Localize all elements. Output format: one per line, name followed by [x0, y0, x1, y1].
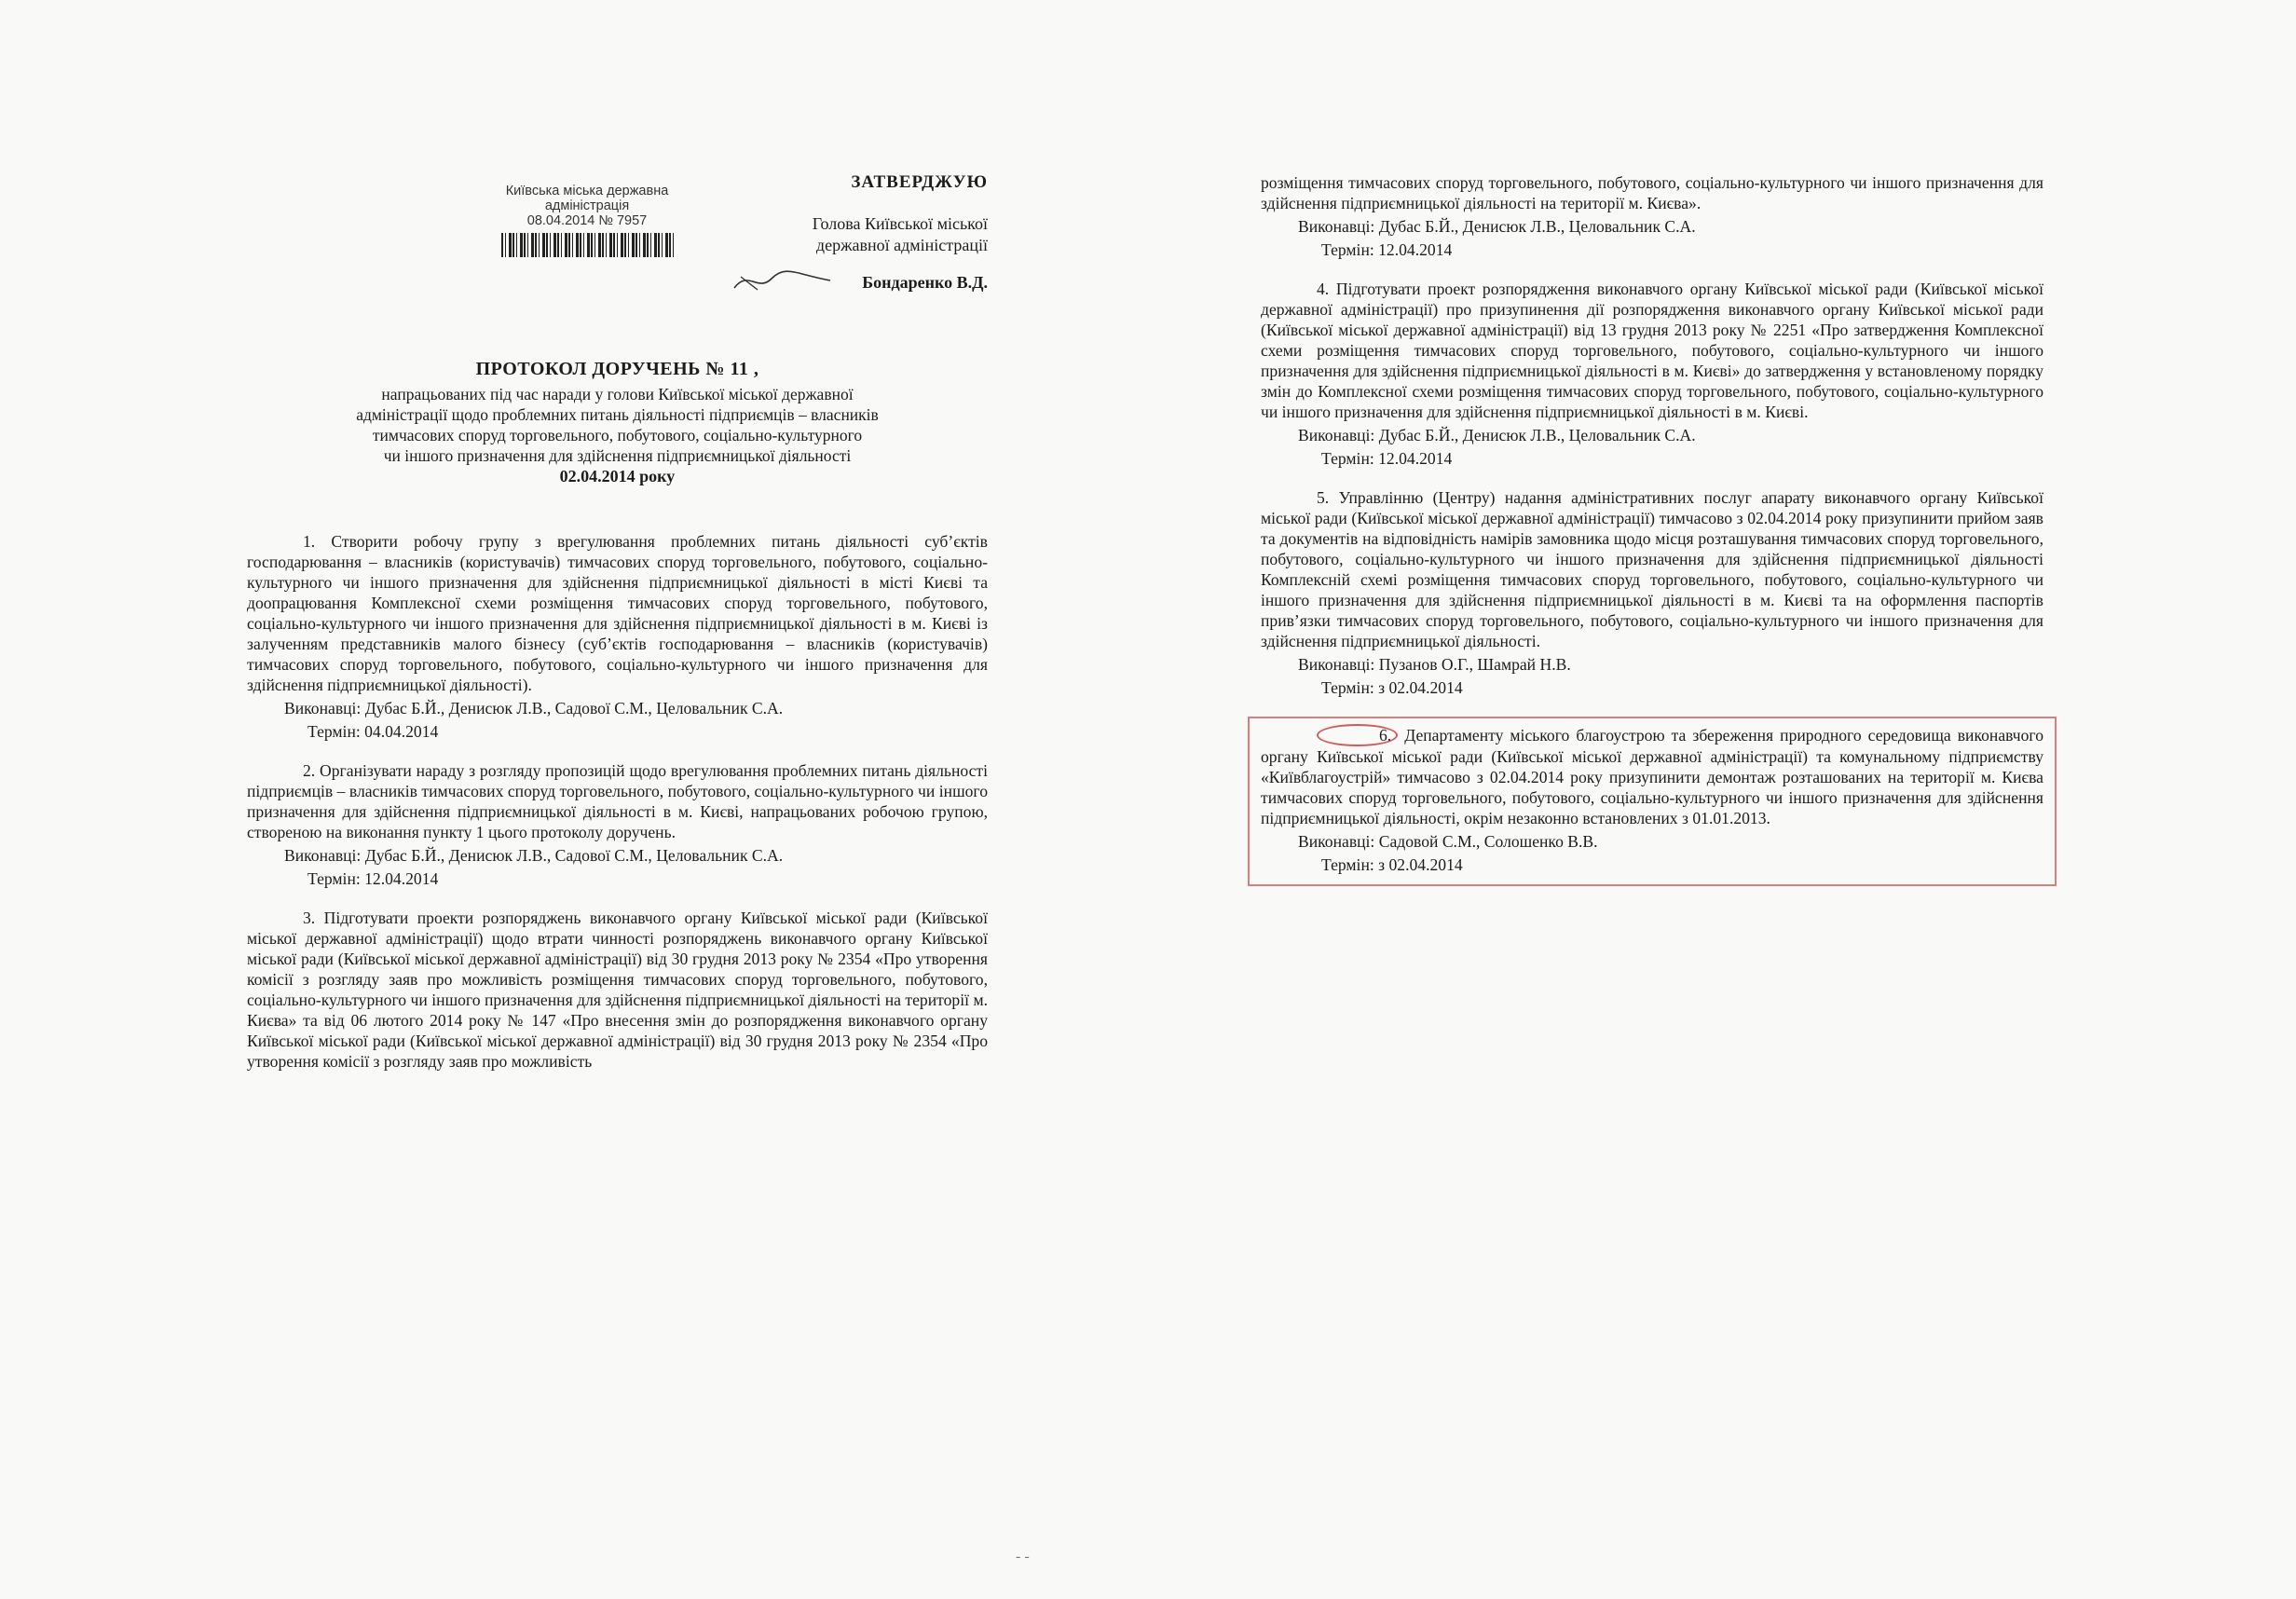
- item-executors: Виконавці: Дубас Б.Й., Денисюк Л.В., Садової С.М., Целовальник С.А.: [284, 846, 784, 865]
- registration-stamp: [461, 184, 713, 257]
- list-item: [1261, 487, 2043, 698]
- item-continuation: розміщення тимчасових споруд торговельного, побутового, соціально-культурного чи іншого призначення для здійснення підприємницької діяльності на території м. Києва».: [1261, 173, 2043, 212]
- approval-block: [731, 172, 988, 293]
- approval-title: ЗАТВЕРДЖУЮ: [851, 172, 988, 192]
- item-text: 3. Підготувати проекти розпоряджень виконавчого органу Київської міської ради (Київської міської державної адміністрації) щодо втрати чинності розпоряджень виконавчого органу Київської міської ради (Київської міської державної адміністрації) від 30 грудня 2013 року № 2354 «Про утворення комісії з розгляду заяв про можливість розміщення тимчасових споруд торговельного, побутового, соціально-культурного чи іншого призначення для здійснення підприємницької діяльності на території м. Києва» та від 06 лютого 2014 року № 147 «Про внесення змін до розпорядження виконавчого органу Київської міської ради (Київської міської державної адміністрації) від 30 грудня 2013 року № 2354 «Про утворення комісії з розгляду заяв про можливість: [247, 909, 988, 1071]
- list-item: [1261, 279, 2043, 469]
- signature-icon: [730, 260, 832, 297]
- page-mark: - -: [1016, 1549, 1030, 1565]
- list-item: [247, 531, 988, 742]
- item-executors: Виконавці: Дубас Б.Й., Денисюк Л.В., Садової С.М., Целовальник С.А.: [284, 699, 784, 718]
- item-executors: Виконавці: Дубас Б.Й., Денисюк Л.В., Целовальник С.А.: [1298, 426, 1696, 444]
- title-line2: адміністрації щодо проблемних питань діяльності підприємців – власників: [356, 405, 879, 424]
- item-term: Термін: 04.04.2014: [308, 722, 439, 741]
- approval-line1: Голова Київської міської: [812, 214, 988, 233]
- item-text: [1261, 724, 2043, 828]
- item-term: Термін: 12.04.2014: [308, 869, 439, 888]
- stamp-org-line2: адміністрація: [544, 198, 630, 213]
- document-title: ПРОТОКОЛ ДОРУЧЕНЬ № 11 ,: [475, 359, 759, 379]
- item-term: Термін: 12.04.2014: [1321, 240, 1453, 259]
- items-right-column: [1261, 172, 2043, 905]
- item-term: Термін: з 02.04.2014: [1321, 855, 1463, 874]
- list-item: [247, 908, 988, 1072]
- item-text: 2. Організувати нараду з розгляду пропозицій щодо врегулювання проблемних питань діяльності підприємців – власників тимчасових споруд торговельного, побутового, соціально-культурного чи іншого призначення для здійснення підприємницької діяльності в м. Києві, напрацьованих робочою групою, створеною на виконання пункту 1 цього протоколу доручень.: [247, 761, 988, 841]
- list-item: [1261, 172, 2043, 260]
- item-executors: Виконавці: Садовой С.М., Солошенко В.В.: [1298, 832, 1598, 851]
- barcode-icon: [501, 233, 674, 257]
- item-term: Термін: з 02.04.2014: [1321, 678, 1463, 697]
- signatory-name: Бондаренко В.Д.: [862, 273, 988, 292]
- item-text: 4. Підготувати проект розпорядження виконавчого органу Київської міської ради (Київської міської державної адміністрації) про призупинення дії розпорядження виконавчого органу Київської міської ради (Київської міської державної адміністрації) від 13 грудня 2013 року № 2251 «Про затвердження Комплексної схеми розміщення тимчасових споруд торговельного, побутового, соціально-культурного чи іншого призначення для здійснення підприємницької діяльності в м. Києві» до затвердження у встановленому порядку змін до Комплексної схеми розміщення тимчасових споруд торговельного, побутового, соціально-культурного чи іншого призначення для здійснення підприємницької діяльності в м. Києві.: [1261, 280, 2043, 421]
- list-item: [247, 760, 988, 889]
- document-date: 02.04.2014 року: [559, 467, 676, 485]
- item-term: Термін: 12.04.2014: [1321, 449, 1453, 468]
- item-executors: Виконавці: Дубас Б.Й., Денисюк Л.В., Целовальник С.А.: [1298, 217, 1696, 236]
- title-line1: напрацьованих під час наради у голови Київської міської державної: [381, 385, 854, 403]
- left-page: [247, 172, 988, 1291]
- item-executors: Виконавці: Пузанов О.Г., Шамрай Н.В.: [1298, 655, 1571, 674]
- right-page: [1261, 172, 2043, 1291]
- stamp-org-line1: Київська міська державна: [505, 184, 669, 198]
- title-line3: тимчасових споруд торговельного, побутового, соціально-культурного: [372, 426, 863, 444]
- title-line4: чи іншого призначення для здійснення підприємницької діяльності: [383, 446, 852, 465]
- items-left-column: [247, 531, 988, 1090]
- item-text-body: Департаменту міського благоустрою та збереження природного середовища виконавчого органу Київської міської ради (Київської міської державної адміністрації) та комунальному підприємству «Київблагоустрій» тимчасово з 02.04.2014 року призупинити демонтаж розташованих на території м. Києва тимчасових споруд торговельного, побутового, соціально-культурного чи іншого призначення для здійснення підприємницької діяльності, окрім незаконно встановлених з 01.01.2013.: [1261, 726, 2043, 827]
- approval-signature: [731, 273, 988, 293]
- item-number-circle: 6.: [1317, 724, 1398, 746]
- highlighted-item: [1248, 717, 2057, 886]
- item-text: 5. Управлінню (Центру) надання адміністративних послуг апарату виконавчого органу Київської міської ради (Київської міської державної адміністрації) тимчасово з 02.04.2014 року призупинити прийом заяв та документів на відповідність намірів замовника щодо місця розташування тимчасових споруд торговельного, побутового, соціально-культурного чи іншого призначення для здійснення підприємницької діяльності Комплексній схемі розміщення тимчасових споруд торговельного, побутового, соціально-культурного чи іншого призначення для здійснення підприємницької діяльності в м. Києві та на оформлення паспортів прив’язки тимчасових споруд торговельного, побутового, соціально-культурного чи іншого призначення для здійснення підприємницької діяльності.: [1261, 488, 2043, 650]
- stamp-reg-number: 08.04.2014 № 7957: [526, 213, 648, 228]
- item-text: 1. Створити робочу групу з врегулювання проблемних питань діяльності суб’єктів господарювання – власників (користувачів) тимчасових споруд торговельного, побутового, соціально-культурного чи іншого призначення для здійснення підприємницької діяльності в місті Києві та доопрацювання Комплексної схеми розміщення тимчасових споруд торговельного, побутового, соціально-культурного чи іншого призначення для здійснення підприємницької діяльності в м. Києві із залученням представників малого бізнесу (суб’єктів господарювання – власників (користувачів) тимчасових споруд торговельного, побутового, соціально-культурного чи іншого призначення для здійснення підприємницької діяльності).: [247, 532, 988, 694]
- document-title-block: [247, 359, 988, 486]
- approval-line2: державної адміністрації: [815, 236, 988, 254]
